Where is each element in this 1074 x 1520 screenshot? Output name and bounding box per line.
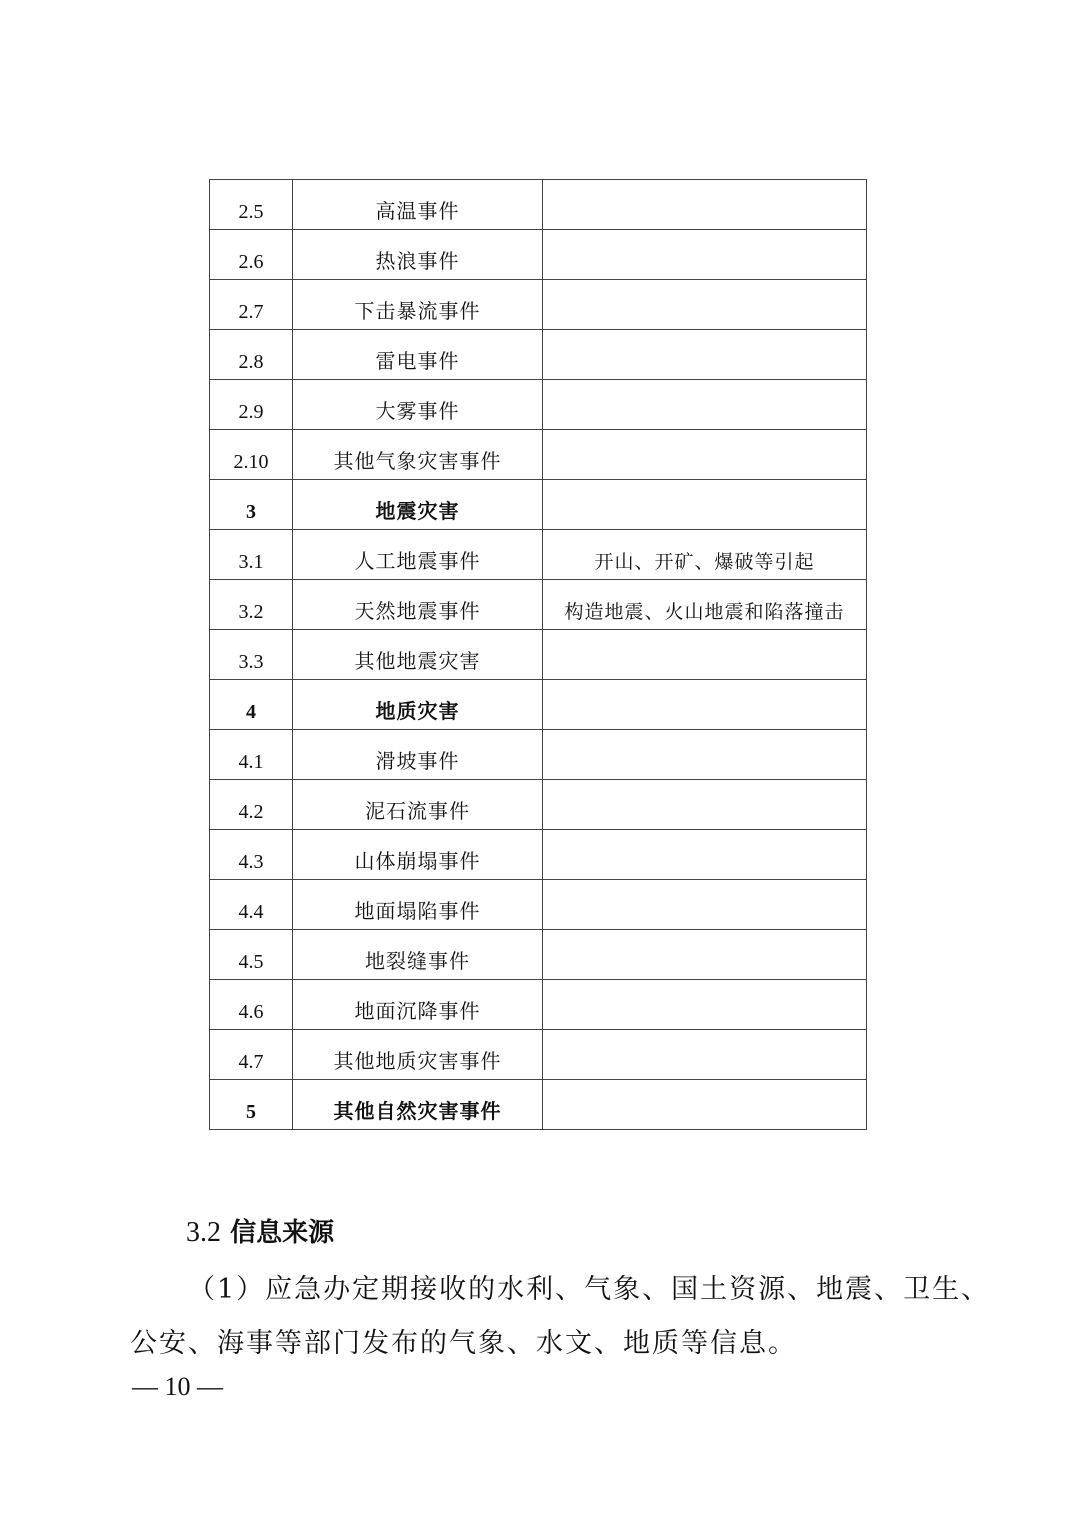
table-row [210,830,867,880]
row-description-cell [543,680,867,730]
row-description-cell [543,730,867,780]
table-body [210,180,867,1130]
row-number-cell: 5 [210,1080,293,1130]
row-number-cell: 3.2 [210,580,293,630]
row-number-cell: 4.1 [210,730,293,780]
paragraph-line-2: 公安、海事等部门发布的气象、水文、地质等信息。 [130,1328,797,1359]
section-number: 3.2 [186,1217,221,1248]
table-row [210,580,867,630]
row-description-cell [543,980,867,1030]
table-row [210,930,867,980]
row-name-cell: 其他自然灾害事件 [293,1080,543,1130]
table-row [210,680,867,730]
table-row [210,330,867,380]
table-row [210,630,867,680]
row-name-cell: 大雾事件 [293,380,543,430]
row-name-cell: 地面塌陷事件 [293,880,543,930]
row-name-cell: 雷电事件 [293,330,543,380]
row-name-cell: 其他地质灾害事件 [293,1030,543,1080]
row-name-cell: 天然地震事件 [293,580,543,630]
row-description-cell [543,780,867,830]
table-row [210,380,867,430]
row-description-cell [543,430,867,480]
table-row [210,180,867,230]
row-description-cell: 开山、开矿、爆破等引起 [543,530,867,580]
row-name-cell: 泥石流事件 [293,780,543,830]
row-name-cell: 其他气象灾害事件 [293,430,543,480]
row-description-cell [543,180,867,230]
row-number-cell: 4.7 [210,1030,293,1080]
row-number-cell: 2.5 [210,180,293,230]
row-name-cell: 滑坡事件 [293,730,543,780]
row-number-cell: 4.6 [210,980,293,1030]
row-description-cell [543,830,867,880]
table-row [210,430,867,480]
row-number-cell: 2.10 [210,430,293,480]
disaster-classification-table [209,179,867,1130]
row-description-cell [543,1030,867,1080]
row-number-cell: 4 [210,680,293,730]
row-number-cell: 3.1 [210,530,293,580]
row-number-cell: 4.5 [210,930,293,980]
row-number-cell: 3 [210,480,293,530]
row-number-cell: 4.3 [210,830,293,880]
row-name-cell: 地裂缝事件 [293,930,543,980]
row-number-cell: 2.8 [210,330,293,380]
row-description-cell [543,1080,867,1130]
table-row [210,730,867,780]
row-name-cell: 热浪事件 [293,230,543,280]
row-name-cell: 下击暴流事件 [293,280,543,330]
paragraph-line-1: （1）应急办定期接收的水利、气象、国土资源、地震、卫生、 [188,1274,991,1305]
row-name-cell: 其他地震灾害 [293,630,543,680]
table-row [210,980,867,1030]
table-row [210,230,867,280]
row-description-cell: 构造地震、火山地震和陷落撞击 [543,580,867,630]
row-name-cell: 人工地震事件 [293,530,543,580]
row-description-cell [543,330,867,380]
row-description-cell [543,880,867,930]
row-description-cell [543,480,867,530]
row-description-cell [543,930,867,980]
row-name-cell: 山体崩塌事件 [293,830,543,880]
row-number-cell: 4.2 [210,780,293,830]
table-row [210,880,867,930]
row-description-cell [543,230,867,280]
page-number: — 10 — [132,1372,223,1401]
row-name-cell: 地质灾害 [293,680,543,730]
table-row [210,780,867,830]
row-description-cell [543,630,867,680]
row-name-cell: 高温事件 [293,180,543,230]
table-row [210,280,867,330]
section-heading [186,1212,334,1249]
row-name-cell: 地震灾害 [293,480,543,530]
table-row [210,530,867,580]
row-number-cell: 2.6 [210,230,293,280]
row-description-cell [543,380,867,430]
table-row [210,480,867,530]
row-number-cell: 2.7 [210,280,293,330]
row-number-cell: 4.4 [210,880,293,930]
table-row [210,1080,867,1130]
table-row [210,1030,867,1080]
row-number-cell: 3.3 [210,630,293,680]
row-description-cell [543,280,867,330]
row-name-cell: 地面沉降事件 [293,980,543,1030]
section-title: 信息来源 [230,1218,335,1248]
row-number-cell: 2.9 [210,380,293,430]
